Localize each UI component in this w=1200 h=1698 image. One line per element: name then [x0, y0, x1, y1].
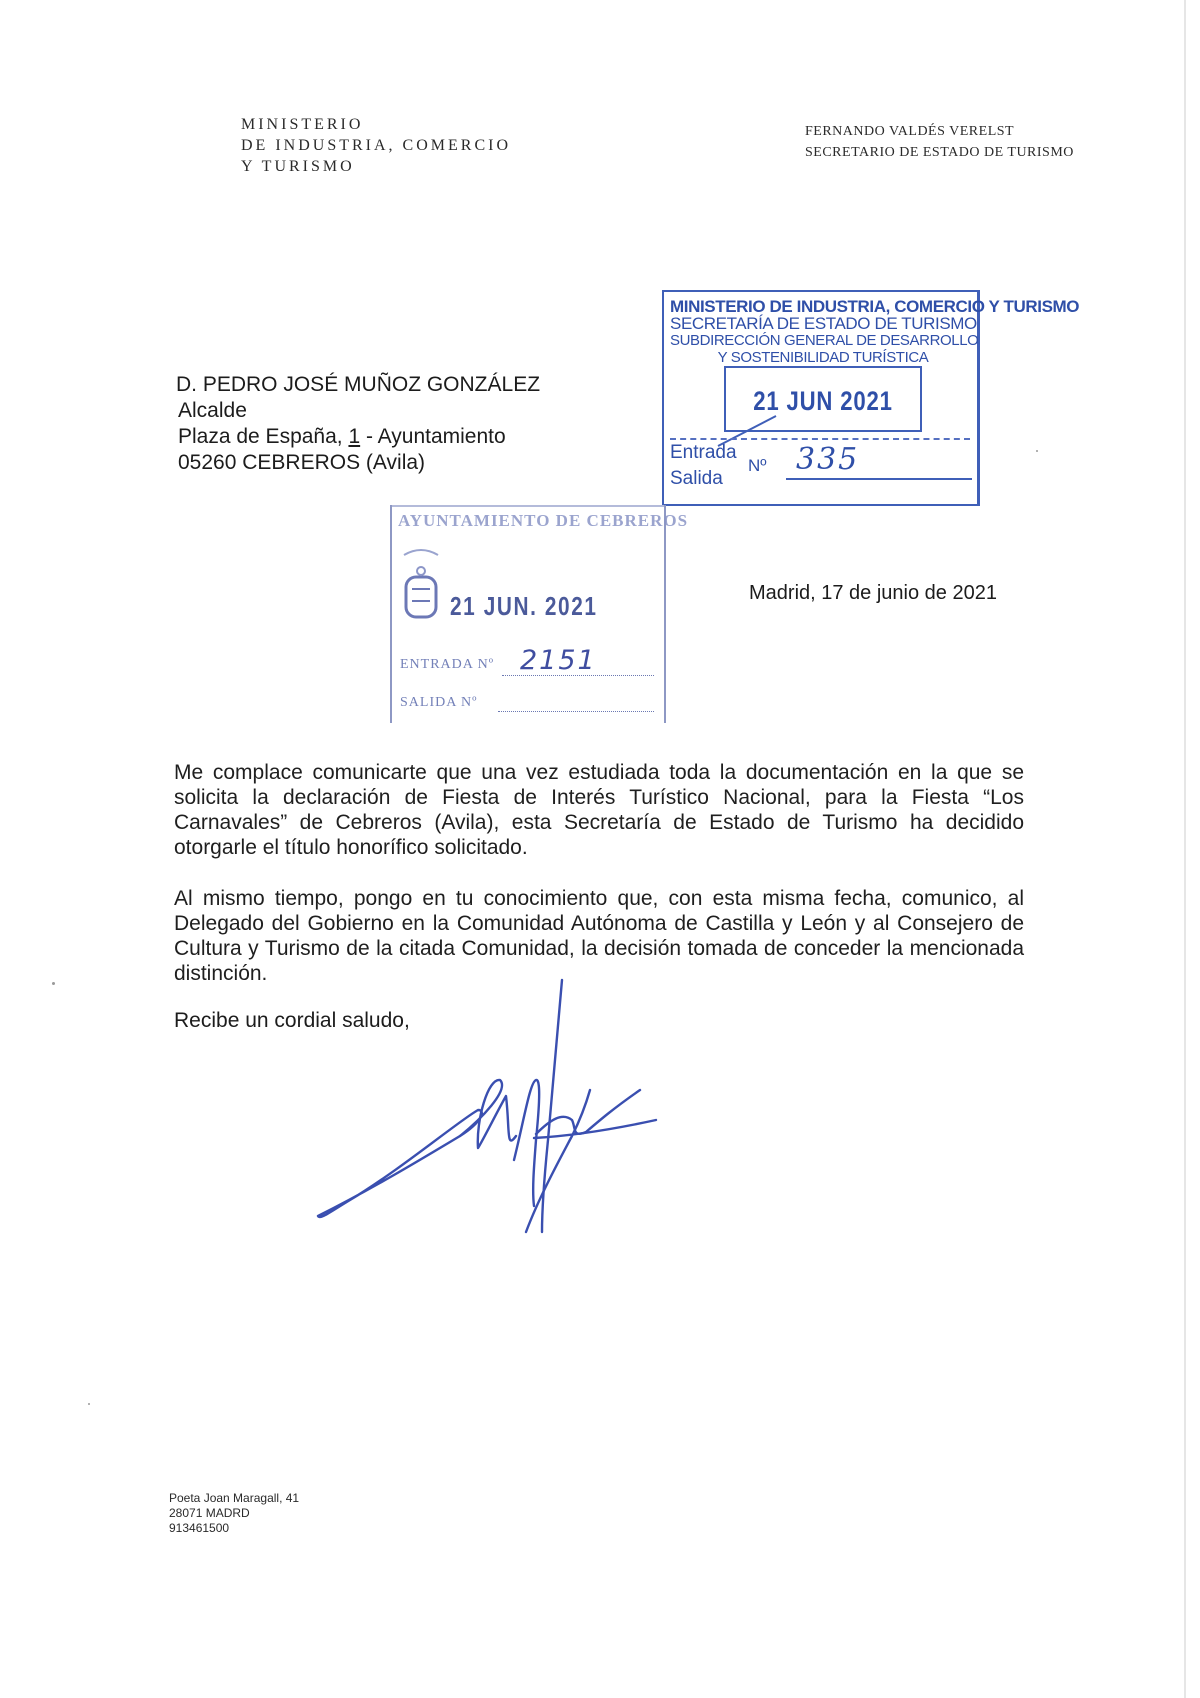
stamp-heading [670, 297, 1080, 366]
closing-salutation: Recibe un cordial saludo, [174, 1009, 410, 1032]
stamp-date: 21 JUN 2021 [753, 386, 893, 416]
ministry-letterhead [241, 114, 511, 177]
scan-speck [1036, 450, 1038, 452]
entrada-dotted-line [502, 675, 654, 676]
recipient-name: D. PEDRO JOSÉ MUÑOZ GONZÁLEZ [176, 373, 541, 396]
stamp-border-right [664, 505, 666, 723]
recipient-street: Plaza de España, 1 - Ayuntamiento [178, 425, 506, 448]
body-paragraph-1: Me complace comunicarte que una vez estudiada toda la documentación en la que se solicita la declaración de Fiesta de Interés Turístico Nacional, para la Fiesta “Los Carnavales” de Cebreros (Avila), esta Secretaría de Estado de Turismo ha decidido otorgarle el título honorífico solicitado. [174, 761, 1024, 859]
ayuntamiento-stamp-date: 21 JUN. 2021 [450, 591, 598, 621]
stamp-line: SUBDIRECCIÓN GENERAL DE DESARROLLO [670, 332, 979, 349]
ayuntamiento-stamp-title: AYUNTAMIENTO DE CEBREROS [398, 511, 689, 530]
salida-dotted-line [498, 711, 654, 712]
coat-of-arms-icon [398, 543, 444, 629]
stamp-no-label: Nº [748, 456, 767, 475]
page-edge [1184, 0, 1186, 1698]
stamp-divider [670, 438, 970, 440]
footer-address [169, 1491, 299, 1536]
secretary-title: SECRETARIO DE ESTADO DE TURISMO [805, 145, 1074, 160]
recipient-city: 05260 CEBREROS (Avila) [178, 451, 426, 474]
stamp-line: MINISTERIO DE INDUSTRIA, COMERCIO Y TURISMO [670, 297, 1080, 316]
stamp-number-line [786, 478, 972, 480]
stamp-entrada-label: Entrada [670, 442, 737, 463]
stamp-border-top [390, 505, 666, 507]
scan-speck [52, 982, 55, 985]
letter-date: Madrid, 17 de junio de 2021 [749, 582, 997, 604]
secretary-block [805, 121, 1074, 163]
footer-line: 913461500 [169, 1521, 230, 1535]
recipient-address [178, 372, 540, 476]
handwritten-signature [310, 970, 670, 1270]
ayuntamiento-entrada-label: ENTRADA Nº [400, 657, 495, 672]
stamp-line: SECRETARÍA DE ESTADO DE TURISMO [670, 314, 977, 333]
footer-line: 28071 MADRD [169, 1506, 250, 1520]
ministry-line: MINISTERIO [241, 116, 364, 133]
stamp-line: Y SOSTENIBILIDAD TURÍSTICA [717, 349, 929, 366]
ayuntamiento-entrada-number: 2151 [520, 645, 597, 676]
stamp-border-left [390, 505, 392, 723]
stamp-registry-number: 335 [796, 442, 860, 477]
secretary-name: FERNANDO VALDÉS VERELST [805, 124, 1015, 139]
ayuntamiento-stamp [390, 505, 689, 725]
stamp-salida-label: Salida [670, 468, 723, 489]
footer-line: Poeta Joan Maragall, 41 [169, 1491, 300, 1505]
scan-speck [88, 1403, 90, 1405]
ministry-line: Y TURISMO [241, 158, 355, 175]
ministry-line: DE INDUSTRIA, COMERCIO [241, 137, 511, 154]
ayuntamiento-salida-label: SALIDA Nº [400, 695, 478, 710]
body-paragraph-2: Al mismo tiempo, pongo en tu conocimiento que, con esta misma fecha, comunico, al Delegado del Gobierno en la Comunidad Autónoma de Castilla y León y al Consejero de Cultura y Turismo de la citada Comunidad, la decisión tomada de conceder la mencionada distinción. [174, 887, 1024, 985]
ministry-registry-stamp [662, 290, 1080, 506]
recipient-role: Alcalde [178, 399, 247, 422]
